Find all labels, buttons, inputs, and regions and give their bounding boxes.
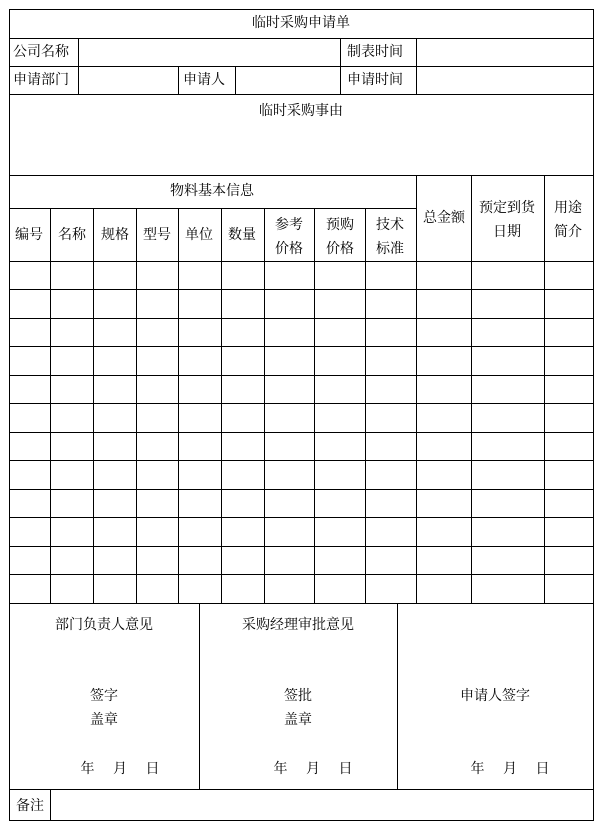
col-qty: 数量 bbox=[228, 227, 256, 243]
col-no: 编号 bbox=[15, 227, 43, 243]
col-est-price-line2: 价格 bbox=[326, 241, 354, 257]
department-label: 申请部门 bbox=[13, 72, 69, 88]
total-amount-header: 总金额 bbox=[423, 210, 465, 226]
mgr-seal-label: 盖章 bbox=[284, 712, 312, 728]
applicant-sign-label: 申请人签字 bbox=[460, 688, 530, 704]
purpose-line2: 简介 bbox=[554, 224, 582, 240]
col-ref-price-line1: 参考 bbox=[275, 217, 303, 233]
col-ref-price bbox=[275, 213, 303, 261]
col-name: 名称 bbox=[58, 227, 86, 243]
applicant-date-label: 年 月 日 bbox=[470, 761, 550, 777]
form-title: 临时采购申请单 bbox=[252, 15, 350, 31]
mgr-date-label: 年 月 日 bbox=[273, 761, 353, 777]
col-tech-std-line2: 标准 bbox=[376, 241, 404, 257]
col-est-price bbox=[326, 213, 354, 261]
dept-seal-label: 盖章 bbox=[90, 712, 118, 728]
remark-label: 备注 bbox=[16, 798, 44, 814]
col-unit: 单位 bbox=[185, 227, 213, 243]
expected-delivery-line2: 日期 bbox=[493, 224, 521, 240]
dept-date-label: 年 月 日 bbox=[80, 761, 160, 777]
dept-sign-label: 签字 bbox=[90, 688, 118, 704]
company-label: 公司名称 bbox=[13, 44, 69, 60]
purpose-line1: 用途 bbox=[554, 200, 582, 216]
reason-title: 临时采购事由 bbox=[259, 103, 343, 119]
apply-date-label: 申请时间 bbox=[347, 72, 403, 88]
expected-delivery-line1: 预定到货 bbox=[479, 200, 535, 216]
expected-delivery-header bbox=[479, 196, 535, 244]
form-date-label: 制表时间 bbox=[347, 44, 403, 60]
purpose-header bbox=[554, 196, 582, 244]
col-model: 型号 bbox=[143, 227, 171, 243]
col-tech-std-line1: 技术 bbox=[376, 217, 404, 233]
mgr-opinion-label: 采购经理审批意见 bbox=[242, 617, 354, 633]
applicant-label: 申请人 bbox=[183, 72, 225, 88]
col-est-price-line1: 预购 bbox=[326, 217, 354, 233]
mgr-sign-label: 签批 bbox=[284, 688, 312, 704]
col-spec: 规格 bbox=[101, 227, 129, 243]
col-ref-price-line2: 价格 bbox=[275, 241, 303, 257]
col-tech-std bbox=[376, 213, 404, 261]
dept-opinion-label: 部门负责人意见 bbox=[55, 617, 153, 633]
material-info-title: 物料基本信息 bbox=[170, 183, 254, 199]
